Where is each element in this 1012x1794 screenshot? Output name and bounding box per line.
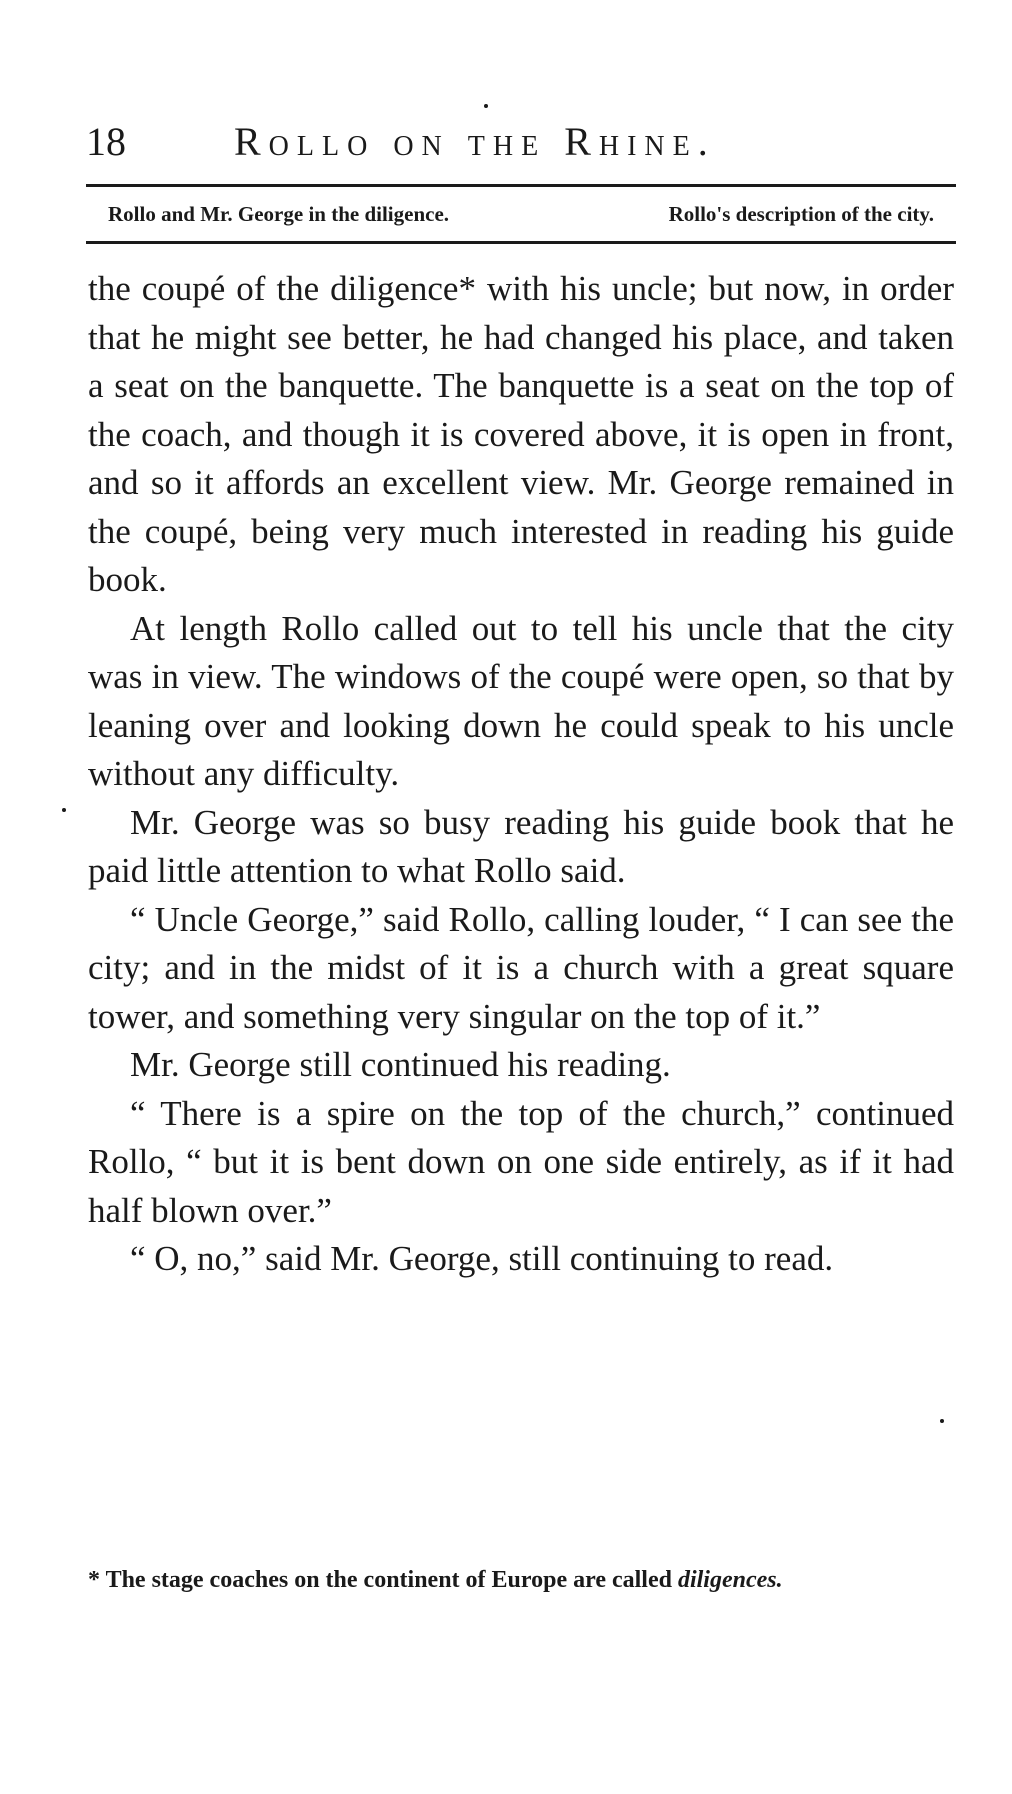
subhead-right: Rollo's description of the city. (668, 202, 934, 226)
paragraph: “ Uncle George,” said Rollo, calling louder, “ I can see the city; and in the midst of it is a church with a great square tower, and something very singular on the top of it.” (88, 899, 954, 1036)
print-speck (484, 104, 488, 108)
footnote (88, 1562, 954, 1599)
paragraph: Mr. George was so busy reading his guide book that he paid little attention to what Rollo said. (88, 802, 954, 890)
paragraph: Mr. George still continued his reading. (130, 1045, 671, 1084)
paragraph: the coupé of the diligence* with his uncle; but now, in order that he might see better, he had changed his place, and taken a seat on the banquette. The banquette is a seat on the top of the coach, and though it is covered above, it is open in front, and so it affords an excellent view. Mr. George remained in the coupé, being very much interested in reading his guide book. (88, 269, 954, 599)
paragraph: “ There is a spire on the top of the church,” continued Rollo, “ but it is bent down on one side entirely, as if it had half blown over.” (88, 1093, 954, 1230)
subhead-left: Rollo and Mr. George in the diligence. (108, 202, 450, 226)
paragraph: At length Rollo called out to tell his uncle that the city was in view. The windows of the coupé were open, so that by leaning over and looking down he could speak to his uncle without any difficulty. (88, 608, 954, 793)
chapter-subhead (86, 194, 956, 234)
footnote-text: * The stage coaches on the continent of Europe are called (88, 1567, 678, 1593)
body-text (88, 265, 954, 1284)
page-number: 18 (86, 119, 126, 164)
print-speck (940, 1419, 944, 1423)
print-speck (62, 808, 66, 812)
header-rule-bottom (86, 241, 956, 244)
running-head (86, 112, 956, 172)
book-title: Rollo on the Rhine. (234, 119, 716, 164)
header-rule-top (86, 184, 956, 187)
paragraph: “ O, no,” said Mr. George, still continuing to read. (130, 1239, 834, 1278)
footnote-italic: diligences. (677, 1567, 783, 1593)
